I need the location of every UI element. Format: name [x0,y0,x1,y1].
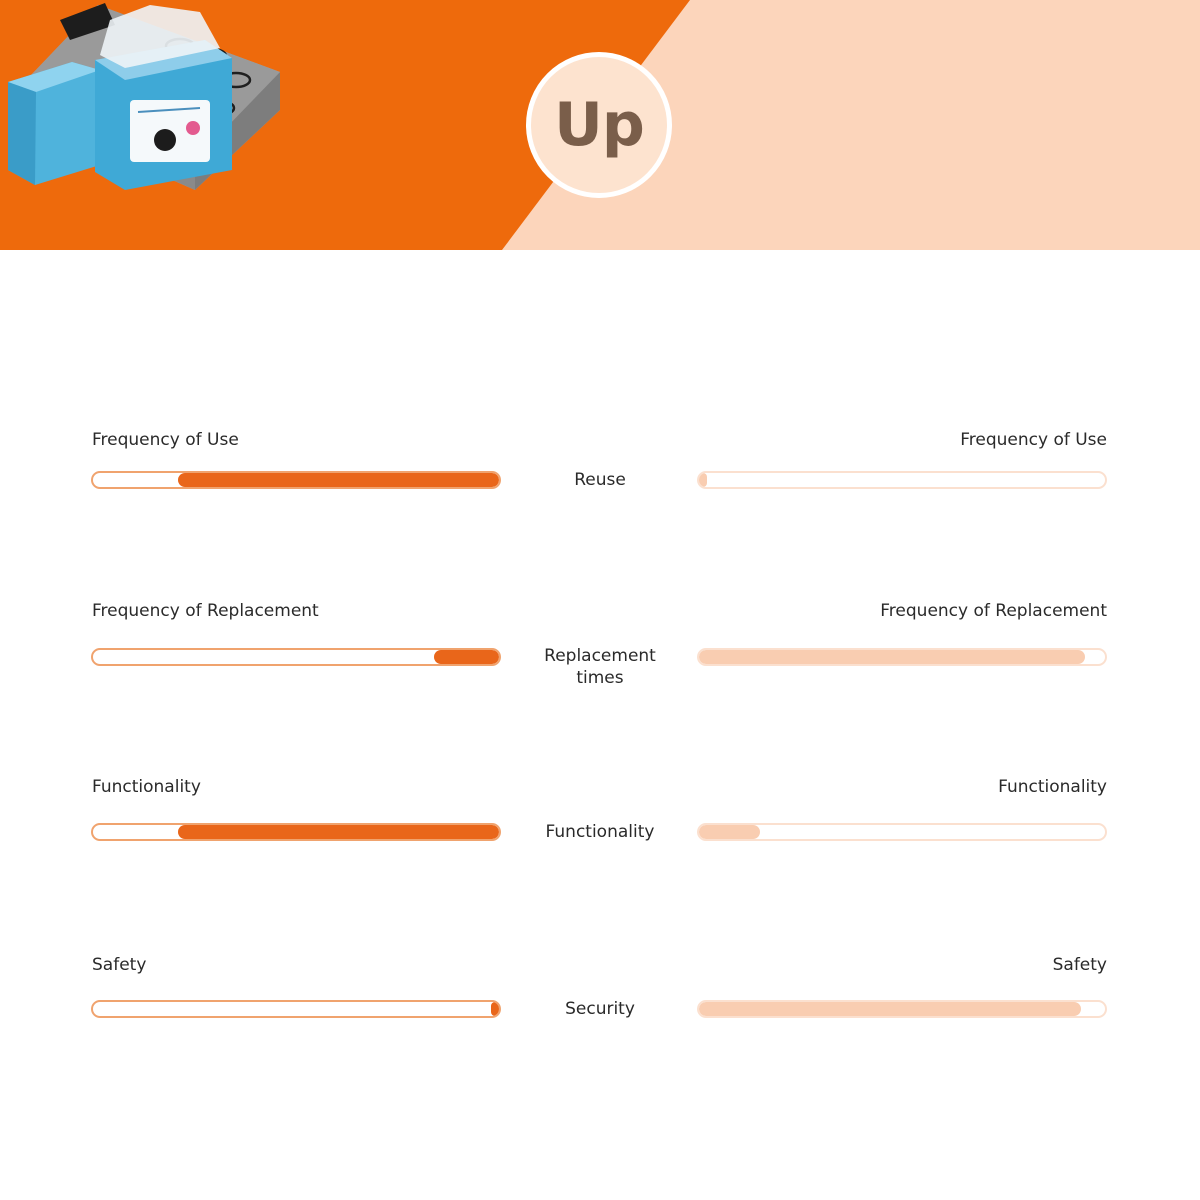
left-level-fill [491,1002,499,1016]
up-badge [526,52,672,198]
left-label: Safety [92,955,147,975]
middle-label: Reuse [574,470,626,490]
right-label: Frequency of Replacement [880,601,1107,621]
disposable-pads-pack-icon [0,0,240,195]
middle-label: Replacement times [544,646,656,688]
left-label: Frequency of Replacement [92,601,319,621]
comparison-banner [0,0,1200,250]
left-level-bar [91,1000,501,1018]
left-level-bar [91,823,501,841]
left-level-fill [434,650,499,664]
middle-label: Security [565,999,635,1019]
right-level-bar [697,823,1107,841]
right-label: Safety [1052,955,1107,975]
left-level-bar [91,648,501,666]
right-level-fill [699,650,1085,664]
left-level-bar [91,471,501,489]
right-level-bar [697,648,1107,666]
right-label: Functionality [998,777,1107,797]
left-label: Functionality [92,777,201,797]
right-level-bar [697,471,1107,489]
right-level-fill [699,473,707,487]
left-label: Frequency of Use [92,430,239,450]
middle-label: Functionality [545,822,655,842]
left-level-fill [178,825,499,839]
right-label: Frequency of Use [960,430,1107,450]
right-level-bar [697,1000,1107,1018]
badge-text: Up [554,90,644,160]
right-level-fill [699,1002,1081,1016]
right-level-fill [699,825,760,839]
left-level-fill [178,473,499,487]
